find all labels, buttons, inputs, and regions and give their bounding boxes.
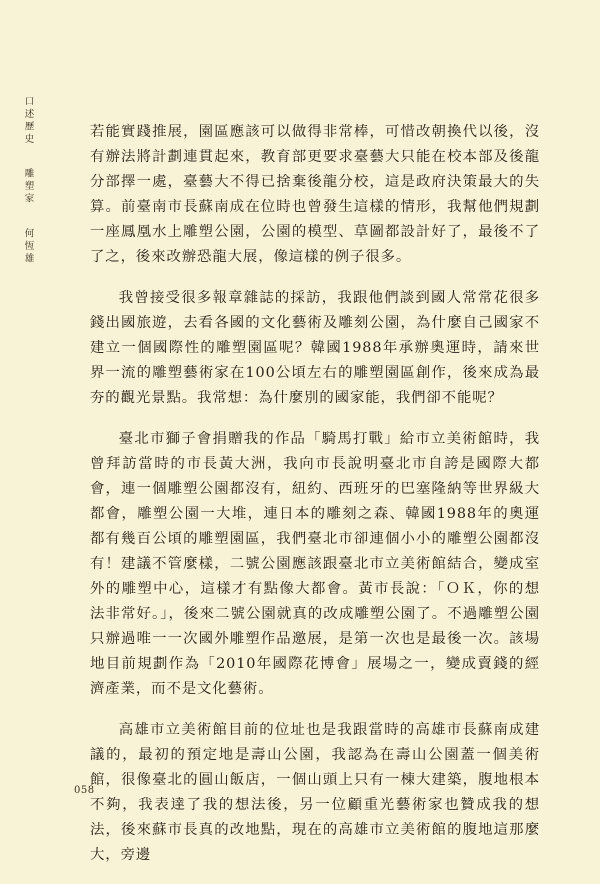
paragraph: 我曾接受很多報章雜誌的採訪，我跟他們談到國人常常花很多錢出國旅遊，去看各國的文化藝術及雕刻公園，為什麼自己國家不建立一個國際性的雕塑園區呢？韓國1988年承辦奧運時，請來世界一流的雕塑藝術家在100公頃左右的雕塑園區創作，後來成為最夯的觀光景點。我常想：為什麼別的國家能，我們卻不能呢？ [90,290,540,406]
series-title: 口述歷史 [22,96,34,146]
running-header [20,96,34,287]
paragraph: 高雄市立美術館目前的位址也是我跟當時的高雄市長蘇南成建議的，最初的預定地是壽山公園，我認為在壽山公園蓋一個美術館，很像臺北的圓山飯店，一個山頭上只有一棟大建築，腹地根本不夠，我表達了我的想法後，另一位顧重光藝術家也贊成我的想法，後來蘇市長真的改地點，現在的高雄市立美術館的腹地這那麼大，旁邊 [90,722,540,863]
page-number: 058 [74,785,95,796]
artist-name: 何恆雄 [22,227,34,265]
body-text [90,120,540,884]
paragraph: 臺北市獅子會捐贈我的作品「騎馬打戰」給市立美術館時，我曾拜訪當時的市長黃大洲，我向市長說明臺北市自誇是國際大都會，連一個雕塑公園都沒有，紐約、西班牙的巴塞隆納等世界級大都會，雕塑公園一大堆，連日本的雕刻之森、韓國1988年的奧運都有幾百公頃的雕塑園區，我們臺北市卻連個小小的雕塑公園都沒有！建議不管麼樣，二號公園應該跟臺北市立美術館結合，變成室外的雕塑中心，這樣才有點像大都會。黃市長說：「ＯＫ，你的想法非常好。」，後來二號公園就真的改成雕塑公園了。不過雕塑公園只辦過唯一一次國外雕塑作品邀展，是第一次也是最後一次。該場地目前規劃作為「2010年國際花博會」展場之一，變成賣錢的經濟產業，而不是文化藝術。 [90,431,540,697]
paragraph: 若能實踐推展，園區應該可以做得非常棒，可惜改朝換代以後，沒有辦法將計劃連貫起來，教育部更要求臺藝大只能在校本部及後龍分部擇一處，臺藝大不得已捨棄後龍分校，這是政府決策最大的失算。前臺南市長蘇南成在位時也曾發生這樣的情形，我幫他們規劃一座鳳凰水上雕塑公園，公園的模型、草圖都設計好了，最後不了了之，後來改辦恐龍大展，像這樣的例子很多。 [90,124,540,265]
category-title: 雕塑家 [22,168,34,206]
